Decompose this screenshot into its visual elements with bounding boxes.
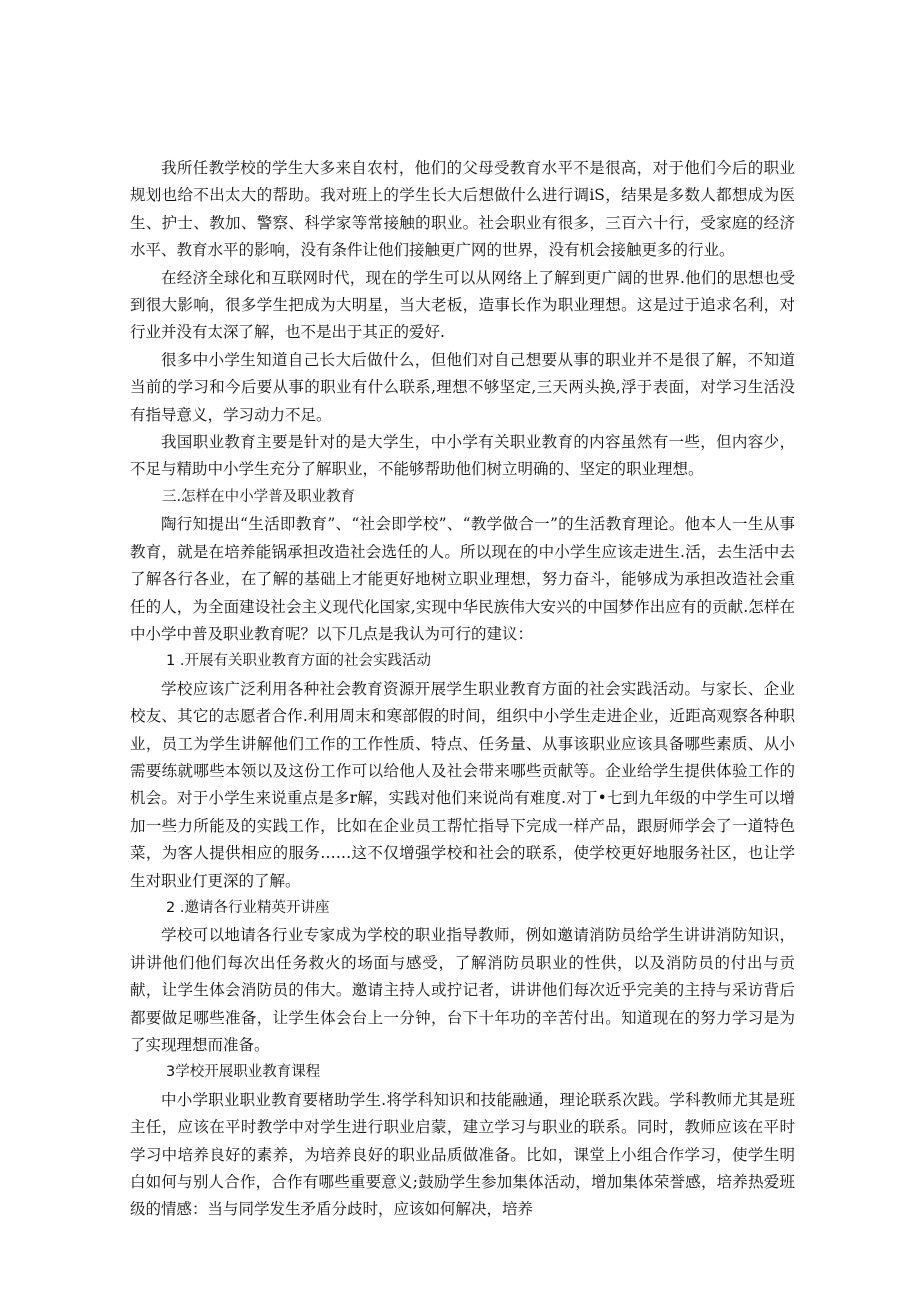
subheading-1: 1 .开展有关职业教育方面的社会实践活动 (166, 653, 431, 670)
paragraph-career-courses: 中小学职业职业教育要楮助学生.将学科知识和技能融通，理论联系次践。学科教师尤其是班主任，应该在平时教学中对学生进行职业启蒙，建立学习与职业的联系。同时，教师应该在平时学习中培养良好的素养，为培养良好的职业品质做准备。比如，课堂上小组合作学习，使学生明白如何与别人合作，合作有哪些重要意义;鼓励学生参加集体活动，增加集体荣誉感，培养热爱班级的情感：当与同学发生矛盾分歧时，应该如何解决，培养 (130, 1090, 795, 1219)
paragraph-social-practice: 学校应该广泛利用各种社会教育资源开展学生职业教育方面的社会实践活动。与家长、企业校友、其它的志愿者合作.利用周末和寒部假的时间，组织中小学生走进企业，近距高观察各种职业，员工为学生讲解他们工作的工作性质、特点、任务量、从事该职业应该具备哪些素质、从小需要练就哪些本领以及这份工作可以给他人及社会带来哪些贡献等。企业给学生提供体验工作的机会。对于小学生来说重点是多r解，实践对他们来说尚有难度.对丁•七到九年级的中学生可以增加一些力所能及的实践工作，比如在企业员工帮忙指导下完成一样产品，跟厨师学会了一道特色菜，为客人提供相应的服务……这不仅增强学校和社会的联系，使学校更好地服务社区，也让学生对职业仃更深的了解。 (130, 679, 795, 890)
paragraph-career-awareness: 很多中小学生知道自己长大后做什么，但他们对自己想要从事的职业并不是很了解，不知道当前的学习和今后要从事的职业有什么联系,理想不够坚定,三天两头换,浮于表面，对学习生活没有指导意义，学习动力不足。 (130, 350, 795, 424)
paragraph-expert-lectures: 学校可以地请各行业专家成为学校的职业指导教师，例如邀请消防员给学生讲讲消防知识，讲讲他们他们每次出任务救火的场面与感受，了解消防员职业的性供，以及消防员的付出与贡献，让学生体会消防员的伟大。邀请主持人或拧记者，讲讲他们每次近乎完美的主持与采访背后都要做足哪些准备，让学生体会台上一分钟，台下十年功的辛苦付出。知道现在的努力学习是为了实现理想而准备。 (130, 926, 795, 1054)
section-heading-3: 三.怎样在中小学普及职业教育 (162, 488, 356, 505)
paragraph-tao-xingzhi: 陶行知提出“生活即教育”、“社会即学校”、“教学做合一”的生活教育理论。他本人一生从事教育，就是在培养能锅承担改造社会选任的人。所以现在的中小学生应该走进生.活，去生活中去了解各行各业，在了解的基础上才能更好地树立职业理想，努力奋斗，能够成为承担改造社会重任的人，为全面建设社会主义现代化国家,实现中华民族伟大安兴的中国梦作出应有的贡献.怎样在中小学中普及职业教育呢？以下几点是我认为可行的建议： (130, 515, 795, 643)
document-body (130, 155, 795, 1224)
subheading-2: 2 .邀请各行业精英开讲座 (166, 899, 330, 916)
subheading-3: 3学校开展职业教育课程 (166, 1064, 321, 1081)
paragraph-vocational-education-status: 我国职业教育主要是针对的是大学生，中小学有关职业教育的内容虽然有一些，但内容少，不足与精助中小学生充分了解职业，不能够帮助他们树立明确的、坚定的职业理想。 (130, 433, 795, 479)
paragraph-family-background: 我所任教学校的学生大多来自农村，他们的父母受教育水平不是很高，对于他们今后的职业规划也给不出太大的帮助。我对班上的学生长大后想做什么进行调iS，结果是多数人都想成为医生、护士、教加、警察、科学家等常接触的职业。社会职业有很多，三百六十行，受家庭的经济水平、教育水平的影响，没有条件让他们接触更广网的世界，没有机会接触更多的行业。 (130, 159, 795, 260)
paragraph-internet-era: 在经济全球化和互联网时代，现在的学生可以从网络上了解到更广阔的世界.他们的思想也受到很大影响，很多学生把成为大明星，当大老板，造事长作为职业理想。这是过于追求名利，对行业并没有太深了解，也不是出于其正的爱好. (130, 268, 795, 342)
